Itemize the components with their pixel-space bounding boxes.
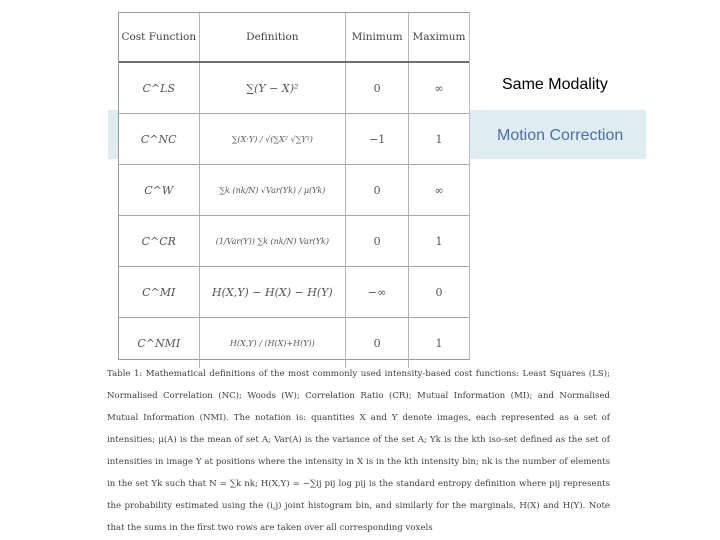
cell-cost: C^LS [119, 62, 199, 114]
table-row [119, 216, 469, 267]
header-minimum: Minimum [346, 13, 409, 62]
table-row [119, 267, 469, 318]
cell-definition: H(X,Y) / (H(X)+H(Y)) [199, 318, 346, 369]
table-row [119, 114, 469, 165]
cell-max: 1 [409, 216, 469, 267]
cell-max: ∞ [409, 165, 469, 216]
cell-cost: C^NC [119, 114, 199, 165]
cell-definition: (1/Var(Y)) ∑k (nk/N) Var(Yk) [199, 216, 346, 267]
table-header-row [119, 13, 469, 62]
cell-min: −1 [346, 114, 409, 165]
cell-definition: ∑(X·Y) / √(∑X² √∑Y²) [199, 114, 346, 165]
cell-definition: ∑(Y − X)² [199, 62, 346, 114]
table-caption: Table 1: Mathematical definitions of the most commonly used intensity-based cost functions: Least Squares (LS); Normalised Correlation (NC); Woods (W); Correlation Ratio (CR); Mutual Information (MI); and Normalised Mutual Information (NMI). The notation is: quantities X and Y denote images, each represented as a set of intensities; μ(A) is the mean of set A; Var(A) is the variance of the set A; Yk is the kth iso-set defined as the set of intensities in image Y at positions where the intensity in X is in the kth intensity bin; nk is the number of elements in the set Yk such that N = ∑k nk; H(X,Y) = −∑ij pij log pij is the standard entropy definition where pij represents the probability estimated using the (i,j) joint histogram bin, and similarly for the marginals, H(X) and H(Y). Note that the sums in the first two rows are taken over all corresponding voxels [107, 369, 610, 533]
cell-min: 0 [346, 165, 409, 216]
header-definition: Definition [199, 13, 346, 62]
same-modality-label: Same Modality [502, 76, 608, 93]
table [119, 13, 469, 368]
cell-cost: C^W [119, 165, 199, 216]
header-cost-function: Cost Function [119, 13, 199, 62]
cell-max: 1 [409, 114, 469, 165]
cell-max: 0 [409, 267, 469, 318]
motion-correction-label: Motion Correction [497, 127, 624, 144]
cell-min: 0 [346, 318, 409, 369]
cell-cost: C^NMI [137, 336, 181, 350]
cost-function-table [118, 12, 470, 360]
cell-definition: ∑k (nk/N) √Var(Yk) / μ(Yk) [199, 165, 346, 216]
cell-max: ∞ [409, 62, 469, 114]
cell-min: 0 [346, 216, 409, 267]
cell-cost: C^CR [119, 216, 199, 267]
table-row [119, 318, 469, 369]
cell-min: −∞ [346, 267, 409, 318]
cell-definition: H(X,Y) − H(X) − H(Y) [199, 267, 346, 318]
table-row [119, 62, 469, 114]
cell-max: 1 [409, 318, 469, 369]
header-maximum: Maximum [409, 13, 469, 62]
table-row [119, 165, 469, 216]
cell-min: 0 [346, 62, 409, 114]
cell-cost: C^MI [119, 267, 199, 318]
